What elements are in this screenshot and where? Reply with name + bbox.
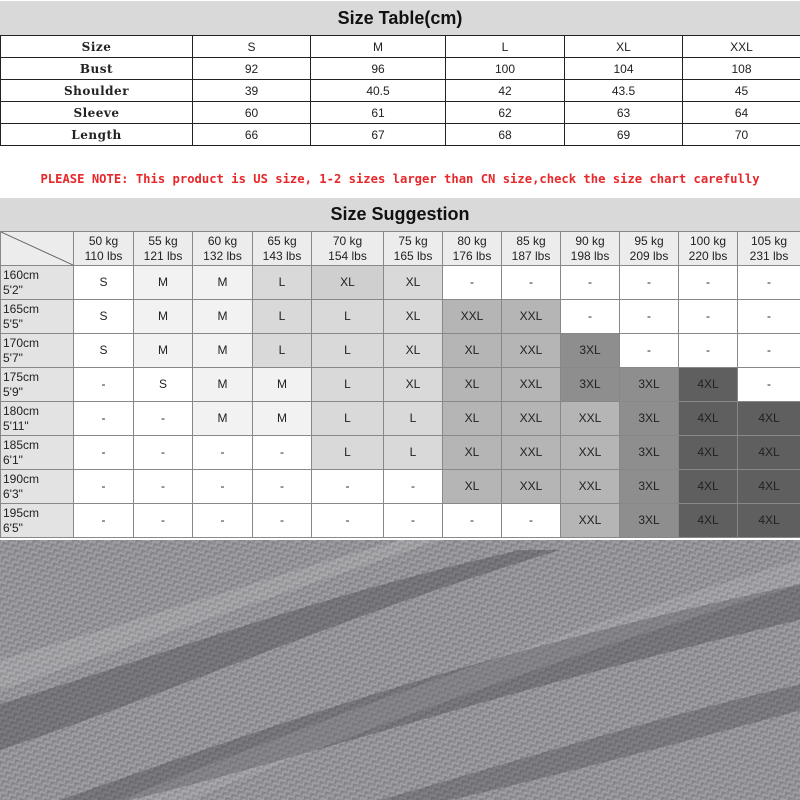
size-header-cell: M bbox=[311, 36, 446, 58]
suggested-size-cell: - bbox=[620, 300, 679, 334]
suggested-size-cell: - bbox=[193, 470, 253, 504]
measurement-value: 40.5 bbox=[311, 80, 446, 102]
weight-header bbox=[561, 232, 620, 266]
height-ft: 6'1" bbox=[3, 452, 23, 467]
weight-lbs: 187 lbs bbox=[511, 248, 551, 263]
suggested-size-cell: XXL bbox=[443, 300, 502, 334]
height-cm: 185cm bbox=[3, 437, 40, 452]
suggestion-row bbox=[1, 334, 800, 368]
weight-kg: 55 kg bbox=[148, 233, 178, 248]
suggested-size-cell: 3XL bbox=[620, 470, 679, 504]
suggested-size-cell: - bbox=[312, 470, 384, 504]
suggested-size-cell: XXL bbox=[502, 470, 561, 504]
suggested-size-cell: XXL bbox=[561, 436, 620, 470]
weight-lbs: 132 lbs bbox=[203, 248, 242, 263]
suggestion-header-row bbox=[1, 232, 800, 266]
suggestion-row bbox=[1, 470, 800, 504]
weight-lbs: 143 lbs bbox=[262, 248, 302, 263]
weight-lbs: 176 lbs bbox=[452, 248, 492, 263]
size-header-cell: XL bbox=[565, 36, 683, 58]
measurement-value: 68 bbox=[446, 124, 565, 146]
suggested-size-cell: 3XL bbox=[561, 368, 620, 402]
suggested-size-cell: M bbox=[134, 334, 193, 368]
weight-header bbox=[679, 232, 738, 266]
suggested-size-cell: XXL bbox=[502, 300, 561, 334]
height-ft: 5'9" bbox=[3, 384, 23, 399]
weight-kg: 70 kg bbox=[332, 233, 363, 248]
suggested-size-cell: - bbox=[620, 266, 679, 300]
suggested-size-cell: - bbox=[502, 266, 561, 300]
suggested-size-cell: - bbox=[253, 436, 312, 470]
suggested-size-cell: 3XL bbox=[620, 402, 679, 436]
weight-header bbox=[312, 232, 384, 266]
size-suggestion-title bbox=[0, 198, 800, 231]
suggested-size-cell: - bbox=[74, 402, 134, 436]
suggested-size-cell: L bbox=[312, 402, 384, 436]
suggested-size-cell: - bbox=[620, 334, 679, 368]
suggested-size-cell: - bbox=[384, 504, 443, 538]
size-note: PLEASE NOTE: This product is US size, 1-2 sizes larger than CN size,check the size chart carefully bbox=[40, 172, 760, 186]
size-header-cell: L bbox=[446, 36, 565, 58]
size-table-title-text: Size Table(cm) bbox=[337, 7, 463, 28]
suggested-size-cell: XL bbox=[443, 470, 502, 504]
suggested-size-cell: 4XL bbox=[738, 402, 800, 436]
suggested-size-cell: XXL bbox=[561, 470, 620, 504]
measurement-value: 43.5 bbox=[565, 80, 683, 102]
measurement-value: 45 bbox=[683, 80, 800, 102]
suggested-size-cell: - bbox=[443, 266, 502, 300]
size-table-row bbox=[1, 102, 800, 124]
suggested-size-cell: XXL bbox=[502, 436, 561, 470]
size-table-row bbox=[1, 80, 800, 102]
suggested-size-cell: XXL bbox=[561, 504, 620, 538]
suggested-size-cell: L bbox=[384, 402, 443, 436]
measurement-value: 62 bbox=[446, 102, 565, 124]
suggested-size-cell: - bbox=[679, 300, 738, 334]
weight-header bbox=[193, 232, 253, 266]
height-header bbox=[1, 504, 74, 538]
height-header bbox=[1, 368, 74, 402]
suggested-size-cell: M bbox=[253, 368, 312, 402]
height-cm: 195cm bbox=[3, 505, 40, 520]
weight-lbs: 154 lbs bbox=[328, 248, 367, 263]
suggested-size-cell: M bbox=[193, 300, 253, 334]
measurement-value: 108 bbox=[683, 58, 800, 80]
size-header-cell: S bbox=[193, 36, 311, 58]
suggested-size-cell: 4XL bbox=[679, 436, 738, 470]
height-ft: 5'7" bbox=[3, 350, 23, 365]
size-table-title bbox=[0, 1, 800, 35]
weight-header bbox=[74, 232, 134, 266]
suggested-size-cell: XL bbox=[384, 300, 443, 334]
measurement-value: 92 bbox=[193, 58, 311, 80]
suggested-size-cell: - bbox=[443, 504, 502, 538]
weight-kg: 85 kg bbox=[516, 233, 546, 248]
height-header bbox=[1, 402, 74, 436]
suggested-size-cell: - bbox=[312, 504, 384, 538]
suggested-size-cell: XL bbox=[443, 334, 502, 368]
size-table-row bbox=[1, 58, 800, 80]
suggested-size-cell: 4XL bbox=[738, 504, 800, 538]
suggested-size-cell: - bbox=[193, 504, 253, 538]
knit-fabric-image bbox=[0, 540, 800, 800]
weight-header bbox=[620, 232, 679, 266]
suggested-size-cell: - bbox=[561, 266, 620, 300]
measurement-value: 64 bbox=[683, 102, 800, 124]
suggested-size-cell: L bbox=[253, 334, 312, 368]
weight-kg: 75 kg bbox=[398, 233, 428, 248]
height-cm: 160cm bbox=[3, 267, 40, 282]
height-header bbox=[1, 334, 74, 368]
suggested-size-cell: - bbox=[74, 504, 134, 538]
measurement-value: 39 bbox=[193, 80, 311, 102]
weight-header bbox=[738, 232, 800, 266]
suggested-size-cell: M bbox=[253, 402, 312, 436]
suggestion-row bbox=[1, 300, 800, 334]
suggested-size-cell: - bbox=[738, 300, 800, 334]
fabric-photo bbox=[0, 540, 800, 800]
suggested-size-cell: 4XL bbox=[679, 470, 738, 504]
weight-kg: 80 kg bbox=[457, 233, 487, 248]
size-table-header-row bbox=[1, 36, 800, 58]
size-table-row bbox=[1, 124, 800, 146]
height-cm: 180cm bbox=[3, 403, 40, 418]
size-suggestion-title-text: Size Suggestion bbox=[330, 204, 470, 224]
weight-header bbox=[384, 232, 443, 266]
suggested-size-cell: S bbox=[74, 334, 134, 368]
weight-lbs: 110 lbs bbox=[84, 248, 123, 263]
weight-lbs: 231 lbs bbox=[749, 248, 789, 263]
height-cm: 170cm bbox=[3, 335, 40, 350]
suggested-size-cell: L bbox=[384, 436, 443, 470]
suggested-size-cell: - bbox=[738, 266, 800, 300]
weight-lbs: 198 lbs bbox=[570, 248, 610, 263]
suggested-size-cell: - bbox=[738, 368, 800, 402]
height-header bbox=[1, 470, 74, 504]
measurement-value: 67 bbox=[311, 124, 446, 146]
measurement-label: Sleeve bbox=[1, 102, 193, 124]
suggested-size-cell: L bbox=[253, 266, 312, 300]
suggested-size-cell: - bbox=[561, 300, 620, 334]
suggested-size-cell: XXL bbox=[561, 402, 620, 436]
measurement-value: 63 bbox=[565, 102, 683, 124]
suggested-size-cell: - bbox=[134, 504, 193, 538]
suggested-size-cell: XXL bbox=[502, 368, 561, 402]
measurement-value: 66 bbox=[193, 124, 311, 146]
suggested-size-cell: M bbox=[193, 266, 253, 300]
suggested-size-cell: - bbox=[193, 436, 253, 470]
suggested-size-cell: 4XL bbox=[679, 402, 738, 436]
suggested-size-cell: L bbox=[312, 334, 384, 368]
weight-lbs: 121 lbs bbox=[143, 248, 183, 263]
weight-lbs: 209 lbs bbox=[629, 248, 669, 263]
measurement-label: Bust bbox=[1, 58, 193, 80]
measurement-value: 60 bbox=[193, 102, 311, 124]
weight-kg: 50 kg bbox=[88, 233, 119, 248]
height-header bbox=[1, 436, 74, 470]
suggestion-row bbox=[1, 402, 800, 436]
suggested-size-cell: - bbox=[679, 334, 738, 368]
suggested-size-cell: - bbox=[502, 504, 561, 538]
weight-header bbox=[443, 232, 502, 266]
height-cm: 165cm bbox=[3, 301, 40, 316]
suggested-size-cell: 4XL bbox=[738, 436, 800, 470]
height-header bbox=[1, 266, 74, 300]
suggested-size-cell: L bbox=[253, 300, 312, 334]
weight-kg: 95 kg bbox=[634, 233, 664, 248]
height-ft: 6'5" bbox=[3, 520, 23, 535]
weight-lbs: 165 lbs bbox=[393, 248, 433, 263]
suggested-size-cell: - bbox=[738, 334, 800, 368]
height-ft: 5'5" bbox=[3, 316, 23, 331]
height-cm: 190cm bbox=[3, 471, 40, 486]
suggested-size-cell: M bbox=[193, 368, 253, 402]
suggested-size-cell: 4XL bbox=[679, 368, 738, 402]
measurement-value: 104 bbox=[565, 58, 683, 80]
measurement-value: 42 bbox=[446, 80, 565, 102]
weight-kg: 100 kg bbox=[689, 233, 727, 248]
corner-cell bbox=[1, 232, 74, 266]
measurement-label: Length bbox=[1, 124, 193, 146]
suggested-size-cell: M bbox=[134, 266, 193, 300]
suggested-size-cell: L bbox=[312, 368, 384, 402]
suggested-size-cell: S bbox=[74, 300, 134, 334]
size-header-cell: XXL bbox=[683, 36, 800, 58]
height-ft: 5'11" bbox=[3, 418, 29, 433]
suggested-size-cell: - bbox=[74, 470, 134, 504]
suggested-size-cell: - bbox=[134, 402, 193, 436]
suggested-size-cell: 3XL bbox=[620, 368, 679, 402]
suggested-size-cell: - bbox=[679, 266, 738, 300]
suggestion-row bbox=[1, 436, 800, 470]
suggested-size-cell: XL bbox=[384, 368, 443, 402]
height-cm: 175cm bbox=[3, 369, 40, 384]
suggested-size-cell: - bbox=[74, 436, 134, 470]
suggested-size-cell: S bbox=[74, 266, 134, 300]
suggested-size-cell: S bbox=[134, 368, 193, 402]
suggested-size-cell: - bbox=[74, 368, 134, 402]
suggested-size-cell: L bbox=[312, 300, 384, 334]
suggested-size-cell: 3XL bbox=[561, 334, 620, 368]
height-ft: 5'2" bbox=[3, 282, 23, 297]
suggested-size-cell: - bbox=[253, 504, 312, 538]
suggested-size-cell: XL bbox=[312, 266, 384, 300]
suggested-size-cell: - bbox=[384, 470, 443, 504]
suggested-size-cell: XL bbox=[443, 436, 502, 470]
weight-kg: 60 kg bbox=[207, 233, 238, 248]
weight-kg: 65 kg bbox=[267, 233, 297, 248]
weight-kg: 105 kg bbox=[750, 233, 788, 248]
suggested-size-cell: M bbox=[134, 300, 193, 334]
suggested-size-cell: 3XL bbox=[620, 504, 679, 538]
suggested-size-cell: 4XL bbox=[738, 470, 800, 504]
suggested-size-cell: - bbox=[134, 436, 193, 470]
suggestion-row bbox=[1, 504, 800, 538]
weight-header bbox=[134, 232, 193, 266]
measurement-value: 100 bbox=[446, 58, 565, 80]
height-header bbox=[1, 300, 74, 334]
suggestion-row bbox=[1, 266, 800, 300]
weight-header bbox=[502, 232, 561, 266]
suggested-size-cell: - bbox=[134, 470, 193, 504]
measurement-value: 70 bbox=[683, 124, 800, 146]
measurement-label: Shoulder bbox=[1, 80, 193, 102]
weight-kg: 90 kg bbox=[575, 233, 605, 248]
suggested-size-cell: L bbox=[312, 436, 384, 470]
suggested-size-cell: XL bbox=[384, 334, 443, 368]
suggested-size-cell: - bbox=[253, 470, 312, 504]
suggested-size-cell: 4XL bbox=[679, 504, 738, 538]
measurement-value: 69 bbox=[565, 124, 683, 146]
suggested-size-cell: XL bbox=[443, 402, 502, 436]
weight-header bbox=[253, 232, 312, 266]
suggested-size-cell: M bbox=[193, 402, 253, 436]
suggested-size-cell: XXL bbox=[502, 334, 561, 368]
size-header-label: Size bbox=[1, 36, 193, 58]
measurement-value: 61 bbox=[311, 102, 446, 124]
weight-lbs: 220 lbs bbox=[688, 248, 728, 263]
suggested-size-cell: XXL bbox=[502, 402, 561, 436]
measurement-value: 96 bbox=[311, 58, 446, 80]
suggested-size-cell: 3XL bbox=[620, 436, 679, 470]
suggestion-row bbox=[1, 368, 800, 402]
suggested-size-cell: XL bbox=[384, 266, 443, 300]
size-table bbox=[0, 35, 800, 146]
suggested-size-cell: M bbox=[193, 334, 253, 368]
size-suggestion-table bbox=[0, 231, 800, 538]
height-ft: 6'3" bbox=[3, 486, 23, 501]
suggested-size-cell: XL bbox=[443, 368, 502, 402]
